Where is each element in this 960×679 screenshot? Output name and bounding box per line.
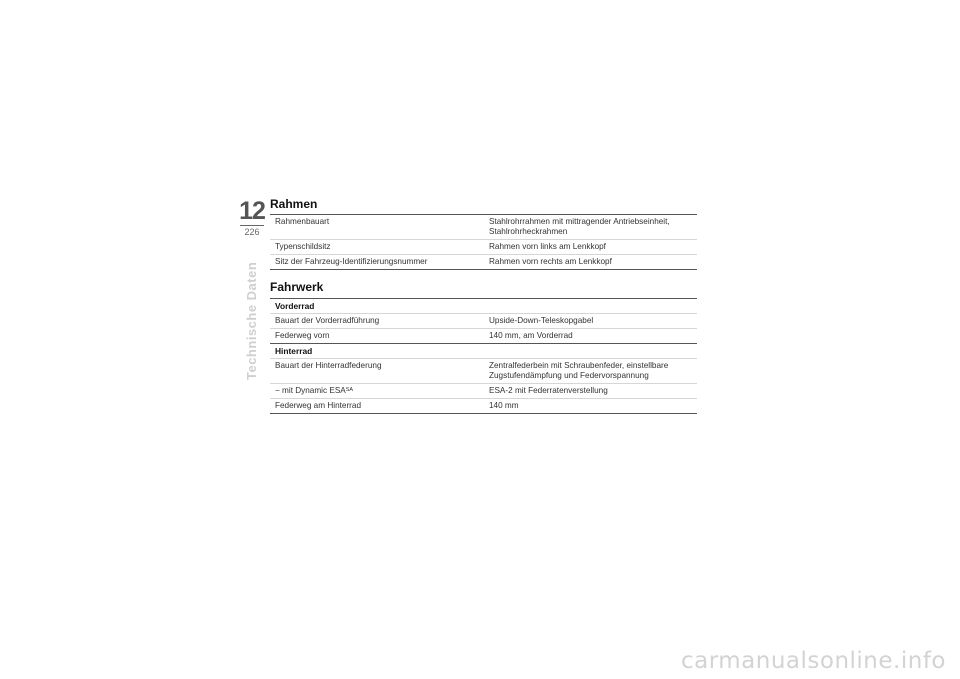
table-row xyxy=(270,384,697,399)
table-row xyxy=(270,215,697,240)
row-value: 140 mm xyxy=(484,399,697,414)
row-label: Federweg am Hinterrad xyxy=(270,399,484,414)
table-subheading-row xyxy=(270,299,697,314)
subheading-vorderrad: Vorderrad xyxy=(270,299,697,314)
row-label: Bauart der Hinterradfederung xyxy=(270,359,484,384)
table-subheading-row xyxy=(270,344,697,359)
row-value xyxy=(484,215,697,240)
chapter-divider xyxy=(240,225,264,226)
row-value-line: Stahlrohrrahmen mit mittragender Antriebseinheit, xyxy=(489,217,670,226)
row-value-line: Zugstufendämpfung und Federvorspannung xyxy=(489,371,649,380)
row-value-line: Stahlrohrheckrahmen xyxy=(489,227,568,236)
table-row xyxy=(270,359,697,384)
row-label: Rahmenbauart xyxy=(270,215,484,240)
row-label: Typenschildsitz xyxy=(270,240,484,255)
table-row xyxy=(270,399,697,414)
subheading-hinterrad: Hinterrad xyxy=(270,344,697,359)
row-value: ESA-2 mit Federratenverstellung xyxy=(484,384,697,399)
row-value: 140 mm, am Vorderrad xyxy=(484,329,697,344)
table-row xyxy=(270,314,697,329)
row-label: Sitz der Fahrzeug-Identifizierungsnummer xyxy=(270,255,484,270)
section-title-rahmen: Rahmen xyxy=(270,197,318,211)
row-value: Rahmen vorn links am Lenkkopf xyxy=(484,240,697,255)
table-row xyxy=(270,329,697,344)
row-value: Upside-Down-Teleskopgabel xyxy=(484,314,697,329)
row-label: Federweg vorn xyxy=(270,329,484,344)
page-number: 226 xyxy=(244,227,260,237)
row-label: Bauart der Vorderradführung xyxy=(270,314,484,329)
rahmen-table xyxy=(270,214,697,270)
table-row xyxy=(270,255,697,270)
side-chapter-label-text: Technische Daten xyxy=(244,261,259,380)
row-label xyxy=(270,384,484,399)
section-title-fahrwerk: Fahrwerk xyxy=(270,280,324,294)
side-chapter-label xyxy=(244,261,260,400)
fahrwerk-table xyxy=(270,298,697,414)
watermark: carmanualsonline.info xyxy=(680,648,946,674)
special-equipment-mark: SA xyxy=(345,387,354,393)
row-value: Rahmen vorn rechts am Lenkkopf xyxy=(484,255,697,270)
row-value xyxy=(484,359,697,384)
chapter-number: 12 xyxy=(239,197,265,225)
table-row xyxy=(270,240,697,255)
row-label-text: − mit Dynamic ESA xyxy=(275,386,346,395)
row-value-line: Zentralfederbein mit Schraubenfeder, einstellbare xyxy=(489,361,669,370)
